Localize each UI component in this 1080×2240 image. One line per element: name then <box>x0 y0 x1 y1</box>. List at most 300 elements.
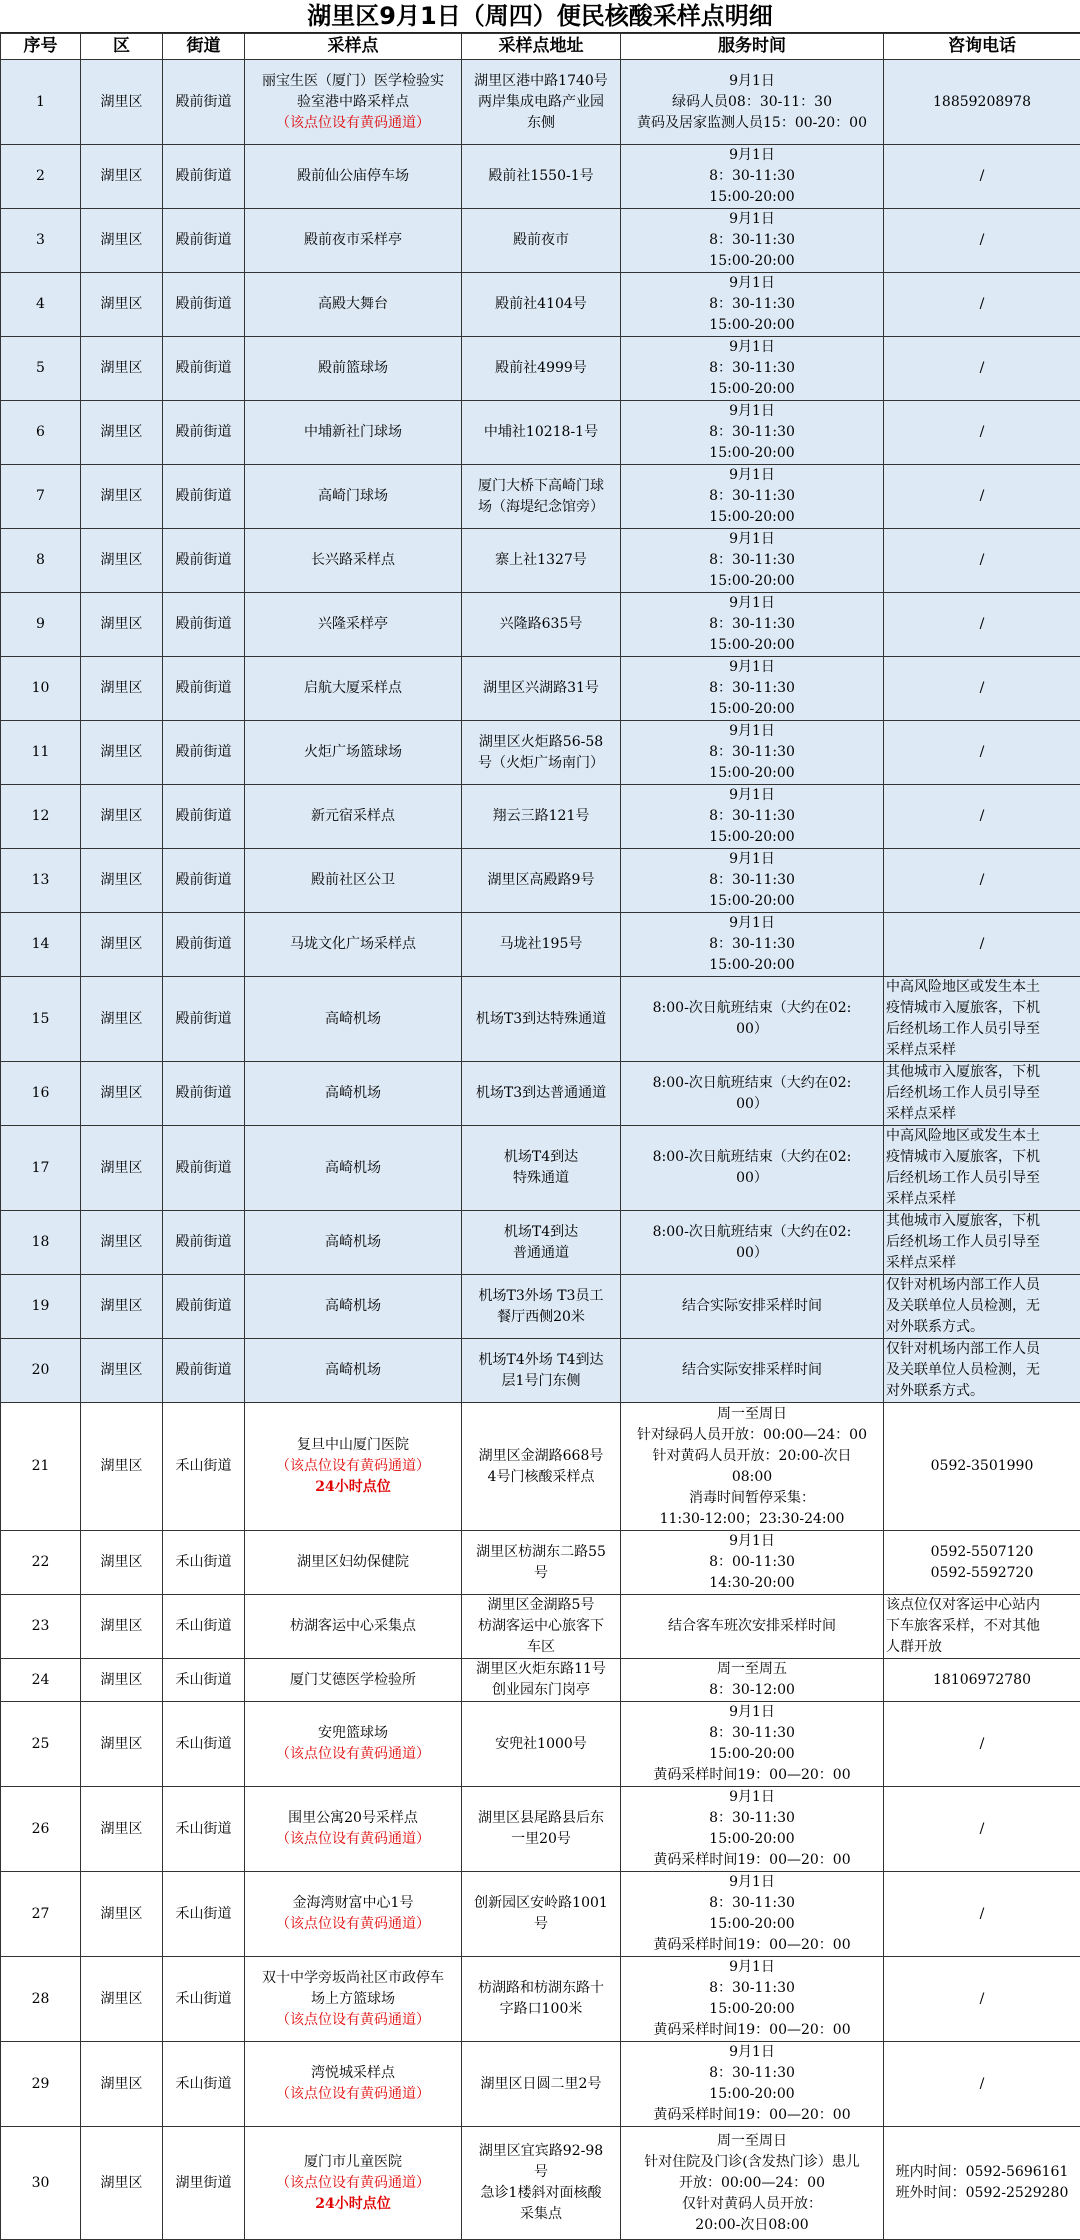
row-number: 6 <box>1 401 81 465</box>
address-line: 机场T4到达 <box>464 1222 618 1243</box>
service-time-line: 9月1日 <box>623 401 881 422</box>
table-row <box>1 1659 1080 1702</box>
service-time-line: 00） <box>623 1243 881 1264</box>
phone-cell <box>884 849 1080 913</box>
service-time-line: 黄码采样时间19：00—20：00 <box>623 1935 881 1956</box>
site-cell <box>245 1211 462 1275</box>
address-line: 采集点 <box>464 2204 618 2225</box>
address-cell <box>462 1062 621 1126</box>
address-line: 机场T3外场 T3员工 <box>464 1286 618 1307</box>
site-cell <box>245 337 462 401</box>
district-cell: 湖里区 <box>81 913 163 977</box>
street-cell: 殿前街道 <box>163 209 245 273</box>
site-cell <box>245 273 462 337</box>
phone-line: 人群开放 <box>886 1637 1078 1658</box>
service-time-cell <box>621 1659 884 1702</box>
address-line: 号 <box>464 2162 618 2183</box>
street-cell: 殿前街道 <box>163 145 245 209</box>
address-cell <box>462 977 621 1062</box>
service-time-line: 消毒时间暂停采集： <box>623 1488 881 1509</box>
site-cell <box>245 401 462 465</box>
phone-cell <box>884 145 1080 209</box>
address-line: 层1号门东侧 <box>464 1371 618 1392</box>
service-time-line: 00） <box>623 1019 881 1040</box>
address-cell <box>462 1275 621 1339</box>
site-name-line: 马垅文化广场采样点 <box>247 934 459 955</box>
service-time-line: 针对绿码人员开放：00:00—24：00 <box>623 1425 881 1446</box>
site-name-line: 高崎门球场 <box>247 486 459 507</box>
service-time-line: 08:00 <box>623 1467 881 1488</box>
service-time-cell <box>621 721 884 785</box>
district-cell: 湖里区 <box>81 1339 163 1403</box>
street-cell: 殿前街道 <box>163 1062 245 1126</box>
site-name-line: 厦门艾德医学检验所 <box>247 1670 459 1691</box>
site-cell <box>245 1275 462 1339</box>
address-cell <box>462 593 621 657</box>
table-row <box>1 1062 1080 1126</box>
service-time-line: 8：30-11:30 <box>623 294 881 315</box>
site-name-line: 高崎机场 <box>247 1009 459 1030</box>
site-cell <box>245 1339 462 1403</box>
table-row <box>1 2042 1080 2127</box>
service-time-line: 15:00-20:00 <box>623 635 881 656</box>
phone-line: / <box>886 1904 1078 1925</box>
district-cell: 湖里区 <box>81 721 163 785</box>
table-row <box>1 1957 1080 2042</box>
service-time-cell <box>621 209 884 273</box>
row-number: 30 <box>1 2127 81 2240</box>
site-cell <box>245 465 462 529</box>
service-time-cell <box>621 1957 884 2042</box>
street-cell: 殿前街道 <box>163 657 245 721</box>
district-cell: 湖里区 <box>81 1062 163 1126</box>
district-cell: 湖里区 <box>81 401 163 465</box>
phone-line: 班外时间：0592-2529280 <box>886 2183 1078 2204</box>
address-cell <box>462 465 621 529</box>
phone-line: 采样点采样 <box>886 1189 1078 1210</box>
row-number: 27 <box>1 1872 81 1957</box>
row-number: 28 <box>1 1957 81 2042</box>
address-line: 车区 <box>464 1637 618 1658</box>
district-cell: 湖里区 <box>81 337 163 401</box>
phone-line: 其他城市入厦旅客，下机 <box>886 1211 1078 1232</box>
header-district: 区 <box>81 34 163 60</box>
street-cell: 殿前街道 <box>163 1211 245 1275</box>
address-line: 枋湖客运中心旅客下 <box>464 1616 618 1637</box>
row-number: 18 <box>1 1211 81 1275</box>
service-time-line: 8：30-11:30 <box>623 1808 881 1829</box>
phone-line: / <box>886 1989 1078 2010</box>
service-time-line: 8：30-11:30 <box>623 166 881 187</box>
service-time-line: 9月1日 <box>623 849 881 870</box>
service-time-line: 周一至周日 <box>623 2131 881 2152</box>
service-time-line: 8:00-次日航班结束（大约在02: <box>623 998 881 1019</box>
site-name-line: 殿前仙公庙停车场 <box>247 166 459 187</box>
address-line: 急诊1楼斜对面核酸 <box>464 2183 618 2204</box>
service-time-line: 20:00-次日08:00 <box>623 2215 881 2236</box>
service-time-line: 黄码采样时间19：00—20：00 <box>623 2105 881 2126</box>
site-cell <box>245 1957 462 2042</box>
phone-line: 后经机场工作人员引导至 <box>886 1232 1078 1253</box>
district-cell: 湖里区 <box>81 1275 163 1339</box>
service-time-line: 9月1日 <box>623 1872 881 1893</box>
site-name-line: 高崎机场 <box>247 1158 459 1179</box>
phone-line: 0592-3501990 <box>886 1456 1078 1477</box>
address-line: 殿前社4999号 <box>464 358 618 379</box>
address-cell <box>462 145 621 209</box>
site-cell <box>245 1531 462 1595</box>
district-cell: 湖里区 <box>81 657 163 721</box>
service-time-cell <box>621 913 884 977</box>
table-row <box>1 721 1080 785</box>
service-time-line: 15:00-20:00 <box>623 763 881 784</box>
service-time-line: 15:00-20:00 <box>623 187 881 208</box>
street-cell: 殿前街道 <box>163 1275 245 1339</box>
service-time-line: 9月1日 <box>623 465 881 486</box>
service-time-cell <box>621 60 884 145</box>
phone-line: / <box>886 422 1078 443</box>
address-cell <box>462 2042 621 2127</box>
phone-line: 及关联单位人员检测，无 <box>886 1296 1078 1317</box>
address-line: 机场T3到达普通通道 <box>464 1083 618 1104</box>
service-time-cell <box>621 1702 884 1787</box>
phone-line: / <box>886 1819 1078 1840</box>
address-cell <box>462 401 621 465</box>
phone-line: / <box>886 806 1078 827</box>
service-time-line: 8:00-次日航班结束（大约在02: <box>623 1073 881 1094</box>
site-cell <box>245 913 462 977</box>
sampling-sites-table <box>0 33 1080 2240</box>
phone-line: 疫情城市入厦旅客，下机 <box>886 998 1078 1019</box>
site-name-line: 高崎机场 <box>247 1360 459 1381</box>
table-row <box>1 593 1080 657</box>
district-cell: 湖里区 <box>81 1211 163 1275</box>
district-cell: 湖里区 <box>81 1872 163 1957</box>
phone-line: 采样点采样 <box>886 1253 1078 1274</box>
24h-note: 24小时点位 <box>247 1477 459 1498</box>
address-line: 机场T4到达 <box>464 1147 618 1168</box>
table-row <box>1 1275 1080 1339</box>
site-name-line: 湾悦城采样点 <box>247 2063 459 2084</box>
table-row <box>1 1702 1080 1787</box>
service-time-line: 结合客车班次安排采样时间 <box>623 1616 881 1637</box>
phone-line: 对外联系方式。 <box>886 1381 1078 1402</box>
row-number: 24 <box>1 1659 81 1702</box>
phone-cell <box>884 1126 1080 1211</box>
site-name-line: 火炬广场篮球场 <box>247 742 459 763</box>
phone-cell <box>884 2042 1080 2127</box>
service-time-line: 9月1日 <box>623 1702 881 1723</box>
site-name-line: 金海湾财富中心1号 <box>247 1893 459 1914</box>
site-name-line: 殿前篮球场 <box>247 358 459 379</box>
address-cell <box>462 1126 621 1211</box>
phone-cell <box>884 1275 1080 1339</box>
address-line: 号 <box>464 1563 618 1584</box>
address-cell <box>462 1702 621 1787</box>
yellow-code-note: （该点位设有黄码通道） <box>247 2173 459 2194</box>
site-name-line: 高殿大舞台 <box>247 294 459 315</box>
table-row <box>1 337 1080 401</box>
site-cell <box>245 1787 462 1872</box>
district-cell: 湖里区 <box>81 849 163 913</box>
phone-line: / <box>886 614 1078 635</box>
phone-cell <box>884 1211 1080 1275</box>
address-line: 号（火炬广场南门） <box>464 753 618 774</box>
site-cell <box>245 1702 462 1787</box>
street-cell: 殿前街道 <box>163 529 245 593</box>
service-time-cell <box>621 529 884 593</box>
service-time-line: 14:30-20:00 <box>623 1573 881 1594</box>
address-cell <box>462 913 621 977</box>
address-line: 创业园东门岗亭 <box>464 1680 618 1701</box>
table-row <box>1 529 1080 593</box>
street-cell: 殿前街道 <box>163 465 245 529</box>
service-time-line: 15:00-20:00 <box>623 1829 881 1850</box>
address-cell <box>462 1339 621 1403</box>
site-cell <box>245 657 462 721</box>
district-cell: 湖里区 <box>81 209 163 273</box>
service-time-line: 绿码人员08：30-11：30 <box>623 92 881 113</box>
service-time-cell <box>621 593 884 657</box>
phone-cell <box>884 1702 1080 1787</box>
phone-line: 下车旅客采样，不对其他 <box>886 1616 1078 1637</box>
address-line: 创新园区安岭路1001 <box>464 1893 618 1914</box>
address-line: 湖里区高殿路9号 <box>464 870 618 891</box>
address-line: 机场T4外场 T4到达 <box>464 1350 618 1371</box>
address-line: 中埔社10218-1号 <box>464 422 618 443</box>
service-time-line: 黄码采样时间19：00—20：00 <box>623 1850 881 1871</box>
site-name-line: 兴隆采样亭 <box>247 614 459 635</box>
service-time-cell <box>621 1275 884 1339</box>
row-number: 13 <box>1 849 81 913</box>
phone-line: / <box>886 294 1078 315</box>
phone-line: 班内时间：0592-5696161 <box>886 2162 1078 2183</box>
row-number: 7 <box>1 465 81 529</box>
site-name-line: 枋湖客运中心采集点 <box>247 1616 459 1637</box>
table-row <box>1 1531 1080 1595</box>
phone-cell <box>884 1403 1080 1531</box>
table-row <box>1 465 1080 529</box>
phone-line: / <box>886 550 1078 571</box>
24h-note: 24小时点位 <box>247 2194 459 2215</box>
address-cell <box>462 1659 621 1702</box>
table-row <box>1 273 1080 337</box>
yellow-code-note: （该点位设有黄码通道） <box>247 113 459 134</box>
street-cell: 禾山街道 <box>163 1702 245 1787</box>
site-cell <box>245 1126 462 1211</box>
phone-cell <box>884 1659 1080 1702</box>
address-line: 湖里区兴湖路31号 <box>464 678 618 699</box>
site-cell <box>245 977 462 1062</box>
phone-line: 中高风险地区或发生本土 <box>886 1126 1078 1147</box>
table-row <box>1 913 1080 977</box>
phone-cell <box>884 785 1080 849</box>
district-cell: 湖里区 <box>81 2127 163 2240</box>
header-street: 街道 <box>163 34 245 60</box>
address-cell <box>462 1872 621 1957</box>
site-cell <box>245 2127 462 2240</box>
phone-cell <box>884 529 1080 593</box>
phone-line: 18859208978 <box>886 92 1078 113</box>
table-row <box>1 785 1080 849</box>
table-row <box>1 849 1080 913</box>
site-cell <box>245 529 462 593</box>
address-cell <box>462 529 621 593</box>
row-number: 1 <box>1 60 81 145</box>
district-cell: 湖里区 <box>81 1659 163 1702</box>
phone-cell <box>884 2127 1080 2240</box>
site-cell <box>245 849 462 913</box>
street-cell: 殿前街道 <box>163 273 245 337</box>
table-row <box>1 1595 1080 1659</box>
phone-cell <box>884 1531 1080 1595</box>
phone-cell <box>884 977 1080 1062</box>
service-time-line: 9月1日 <box>623 2042 881 2063</box>
site-cell <box>245 145 462 209</box>
phone-cell <box>884 1957 1080 2042</box>
address-line: 湖里区枋湖东二路55 <box>464 1542 618 1563</box>
phone-cell <box>884 60 1080 145</box>
street-cell: 殿前街道 <box>163 785 245 849</box>
phone-line: / <box>886 166 1078 187</box>
address-line: 湖里区金湖路668号 <box>464 1446 618 1467</box>
table-row <box>1 60 1080 145</box>
address-line: 厦门大桥下高崎门球 <box>464 476 618 497</box>
yellow-code-note: （该点位设有黄码通道） <box>247 1829 459 1850</box>
service-time-cell <box>621 465 884 529</box>
address-cell <box>462 721 621 785</box>
district-cell: 湖里区 <box>81 785 163 849</box>
service-time-line: 9月1日 <box>623 529 881 550</box>
phone-cell <box>884 721 1080 785</box>
service-time-line: 15:00-20:00 <box>623 571 881 592</box>
site-name-line: 中埔新社门球场 <box>247 422 459 443</box>
street-cell: 殿前街道 <box>163 721 245 785</box>
street-cell: 禾山街道 <box>163 1957 245 2042</box>
header-no: 序号 <box>1 34 81 60</box>
address-line: 湖里区宜宾路92-98 <box>464 2141 618 2162</box>
address-line: 殿前夜市 <box>464 230 618 251</box>
service-time-line: 15:00-20:00 <box>623 443 881 464</box>
phone-line: 及关联单位人员检测，无 <box>886 1360 1078 1381</box>
address-line: 湖里区火炬路56-58 <box>464 732 618 753</box>
phone-line: / <box>886 486 1078 507</box>
row-number: 26 <box>1 1787 81 1872</box>
district-cell: 湖里区 <box>81 1787 163 1872</box>
service-time-line: 结合实际安排采样时间 <box>623 1360 881 1381</box>
yellow-code-note: （该点位设有黄码通道） <box>247 1456 459 1477</box>
site-name-line: 围里公寓20号采样点 <box>247 1808 459 1829</box>
service-time-cell <box>621 1062 884 1126</box>
table-row <box>1 1211 1080 1275</box>
service-time-line: 8：30-11:30 <box>623 614 881 635</box>
header-phone: 咨询电话 <box>884 34 1080 60</box>
service-time-line: 15:00-20:00 <box>623 2084 881 2105</box>
service-time-line: 8：30-11:30 <box>623 1723 881 1744</box>
row-number: 11 <box>1 721 81 785</box>
district-cell: 湖里区 <box>81 977 163 1062</box>
row-number: 14 <box>1 913 81 977</box>
service-time-cell <box>621 1787 884 1872</box>
phone-cell <box>884 1787 1080 1872</box>
site-name-line: 高崎机场 <box>247 1296 459 1317</box>
street-cell: 殿前街道 <box>163 337 245 401</box>
yellow-code-note: （该点位设有黄码通道） <box>247 2010 459 2031</box>
service-time-line: 15:00-20:00 <box>623 891 881 912</box>
service-time-cell <box>621 1872 884 1957</box>
street-cell: 殿前街道 <box>163 977 245 1062</box>
phone-line: 对外联系方式。 <box>886 1317 1078 1338</box>
header-address: 采样点地址 <box>462 34 621 60</box>
table-row <box>1 1126 1080 1211</box>
service-time-line: 9月1日 <box>623 145 881 166</box>
site-name-line: 安兜篮球场 <box>247 1723 459 1744</box>
phone-line: / <box>886 870 1078 891</box>
site-cell <box>245 1062 462 1126</box>
service-time-line: 8:00-次日航班结束（大约在02: <box>623 1147 881 1168</box>
service-time-cell <box>621 977 884 1062</box>
service-time-cell <box>621 273 884 337</box>
phone-cell <box>884 209 1080 273</box>
row-number: 17 <box>1 1126 81 1211</box>
service-time-line: 8：00-11:30 <box>623 1552 881 1573</box>
address-cell <box>462 60 621 145</box>
service-time-cell <box>621 1403 884 1531</box>
header-service-time: 服务时间 <box>621 34 884 60</box>
service-time-line: 针对住院及门诊(含发热门诊）患儿 <box>623 2152 881 2173</box>
service-time-line: 9月1日 <box>623 1531 881 1552</box>
phone-line: / <box>886 230 1078 251</box>
phone-line: / <box>886 1734 1078 1755</box>
service-time-line: 9月1日 <box>623 337 881 358</box>
service-time-line: 9月1日 <box>623 593 881 614</box>
address-line: 湖里区港中路1740号 <box>464 71 618 92</box>
district-cell: 湖里区 <box>81 465 163 529</box>
address-line: 寨上社1327号 <box>464 550 618 571</box>
site-name-line: 高崎机场 <box>247 1083 459 1104</box>
site-name-line: 殿前社区公卫 <box>247 870 459 891</box>
site-name-line: 验室港中路采样点 <box>247 92 459 113</box>
address-line: 马垅社195号 <box>464 934 618 955</box>
service-time-line: 9月1日 <box>623 1787 881 1808</box>
street-cell: 殿前街道 <box>163 1126 245 1211</box>
service-time-cell <box>621 145 884 209</box>
service-time-line: 15:00-20:00 <box>623 251 881 272</box>
site-cell <box>245 1872 462 1957</box>
yellow-code-note: （该点位设有黄码通道） <box>247 2084 459 2105</box>
service-time-line: 00） <box>623 1168 881 1189</box>
table-row <box>1 1403 1080 1531</box>
phone-line: / <box>886 934 1078 955</box>
site-cell <box>245 2042 462 2127</box>
address-cell <box>462 1211 621 1275</box>
service-time-line: 9月1日 <box>623 1957 881 1978</box>
address-cell <box>462 785 621 849</box>
row-number: 29 <box>1 2042 81 2127</box>
row-number: 3 <box>1 209 81 273</box>
address-line: 普通通道 <box>464 1243 618 1264</box>
phone-line: 仅针对机场内部工作人员 <box>886 1339 1078 1360</box>
table-row <box>1 977 1080 1062</box>
row-number: 21 <box>1 1403 81 1531</box>
phone-line: / <box>886 742 1078 763</box>
table-row <box>1 401 1080 465</box>
district-cell: 湖里区 <box>81 1126 163 1211</box>
row-number: 4 <box>1 273 81 337</box>
service-time-line: 周一至周五 <box>623 1659 881 1680</box>
address-line: 4号门核酸采样点 <box>464 1467 618 1488</box>
address-line: 湖里区日圆二里2号 <box>464 2074 618 2095</box>
